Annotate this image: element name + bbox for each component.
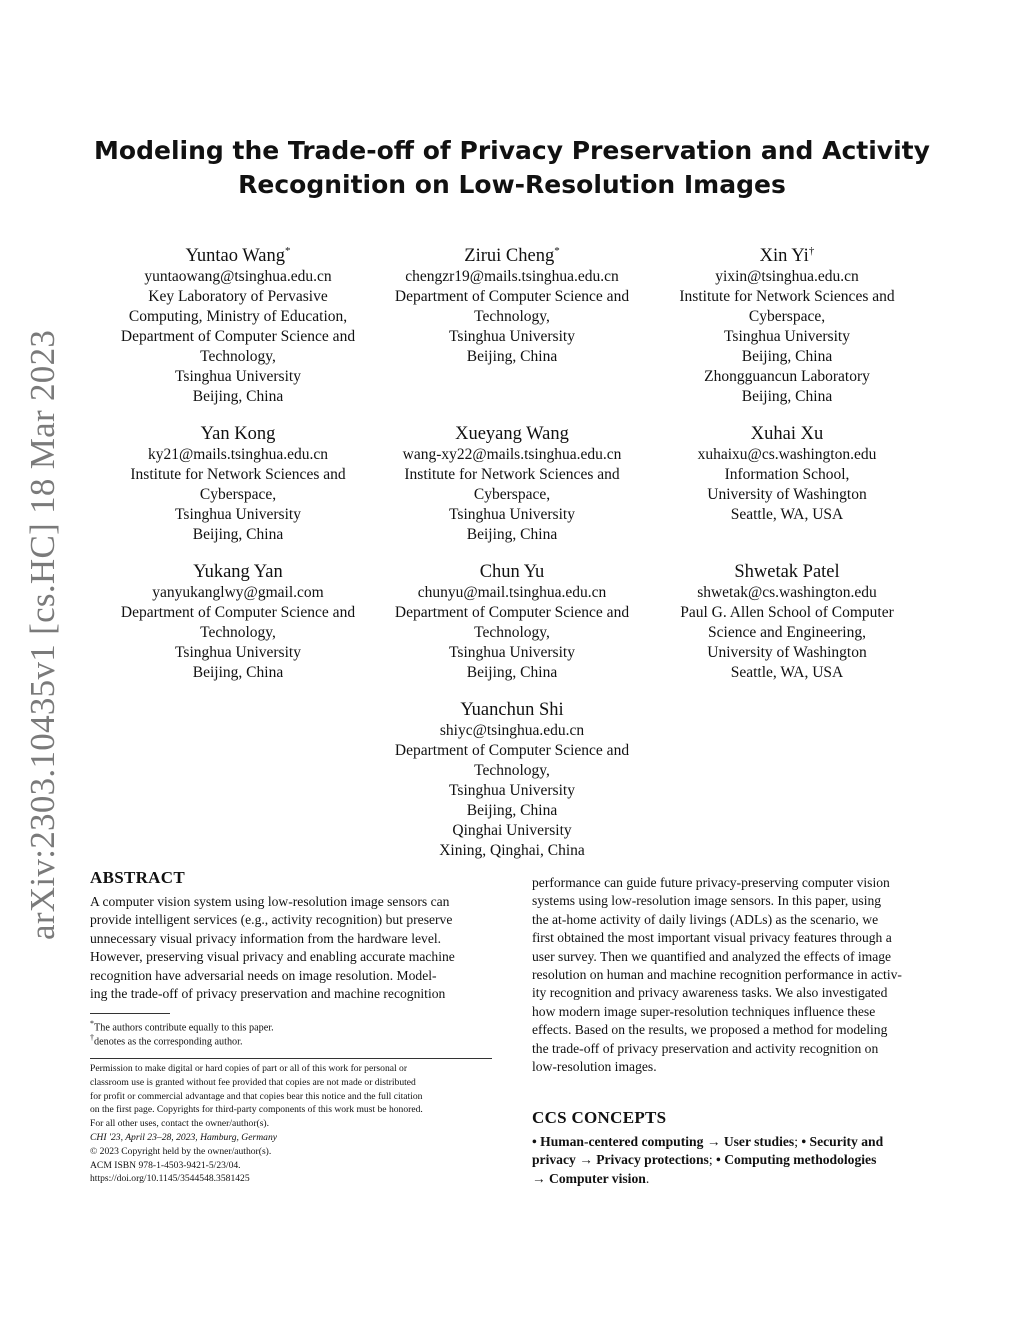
- author-affiliation-line: Zhongguancun Laboratory: [704, 368, 870, 386]
- arxiv-identifier-stamp: arXiv:2303.10435v1 [cs.HC] 18 Mar 2023: [23, 329, 62, 940]
- author-affiliation-line: Science and Engineering,: [708, 624, 866, 642]
- author-name: Zirui Cheng*: [464, 245, 560, 267]
- ccs-concept-user-studies: User studies: [723, 1134, 795, 1149]
- author-affiliation-line: Key Laboratory of Pervasive: [148, 288, 328, 306]
- author-block: [367, 556, 657, 683]
- author-affiliation-line: Department of Computer Science and: [120, 328, 356, 346]
- author-affiliation-line: Department of Computer Science and: [394, 288, 630, 306]
- footnote-divider: [90, 1013, 170, 1014]
- author-affiliation-line: Technology,: [474, 308, 550, 326]
- author-affiliation-line: Beijing, China: [192, 388, 284, 406]
- abstract-line: effects. Based on the results, we proposed a method for modeling: [532, 1022, 888, 1038]
- author-block: [367, 694, 657, 861]
- title-line-1: Modeling the Trade-off of Privacy Preservation and Activity: [94, 136, 930, 165]
- abstract-line: ity recognition and privacy awareness tasks. We also investigated: [532, 985, 888, 1001]
- author-affiliation-line: Institute for Network Sciences and: [404, 466, 620, 484]
- abstract-line: the at-home activity of daily livings (ADLs) as the scenario, we: [532, 911, 879, 927]
- author-name: Chun Yu: [479, 562, 545, 583]
- author-affiliation-line: Tsinghua University: [449, 506, 575, 524]
- author-affiliation-line: Beijing, China: [466, 348, 558, 366]
- abstract-line: A computer vision system using low-resolution image sensors can: [90, 894, 450, 909]
- abstract-line: user survey. Then we quantified and analyzed the effects of image: [532, 948, 892, 964]
- footnote-corresponding-author: †denotes as the corresponding author.: [90, 1033, 243, 1048]
- author-affiliation-line: Department of Computer Science and: [394, 604, 630, 622]
- permission-line: For all other uses, contact the owner/author(s).: [90, 1118, 270, 1130]
- author-affiliation-line: Beijing, China: [741, 388, 833, 406]
- ccs-concept-computer-vision: Computer vision: [549, 1170, 646, 1186]
- abstract-line: first obtained the most important visual privacy features through a: [532, 930, 892, 946]
- author-email: yixin@tsinghua.edu.cn: [715, 268, 859, 286]
- permission-line: for profit or commercial advantage and that copies bear this notice and the full citation: [90, 1090, 423, 1102]
- author-block: [93, 240, 383, 407]
- author-email: shiyc@tsinghua.edu.cn: [439, 722, 585, 740]
- author-name: Xuhai Xu: [750, 424, 824, 445]
- author-affiliation-line: Beijing, China: [466, 526, 558, 544]
- author-affiliation-line: Tsinghua University: [449, 782, 575, 800]
- ccs-concept-human-centered: • Human-centered computing: [532, 1134, 704, 1149]
- author-email: yuntaowang@tsinghua.edu.cn: [144, 268, 332, 286]
- doi-link[interactable]: https://doi.org/10.1145/3544548.3581425: [90, 1173, 250, 1185]
- abstract-line: how modern image super-resolution techniques influence these: [532, 1003, 876, 1019]
- author-block: [642, 418, 932, 525]
- ccs-concepts-list: [532, 1133, 883, 1188]
- ccs-line-1: • Human-centered computing → User studies; • Security and: [532, 1134, 884, 1149]
- arrow-icon: →: [706, 1134, 721, 1149]
- author-email: shwetak@cs.washington.edu: [697, 584, 877, 602]
- author-email: xuhaixu@cs.washington.edu: [697, 446, 877, 464]
- abstract-line: the trade-off of privacy preservation and activity recognition on: [532, 1040, 879, 1056]
- author-email: yanyukanglwy@gmail.com: [152, 584, 324, 602]
- abstract-line: recognition have adversarial needs on image resolution. Model-: [90, 967, 437, 983]
- author-affiliation-line: Technology,: [474, 762, 550, 780]
- abstract-line: However, preserving visual privacy and enabling accurate machine: [90, 949, 455, 965]
- abstract-line: unnecessary visual privacy information from the hardware level.: [90, 930, 442, 946]
- author-block: [642, 556, 932, 683]
- ccs-line-3: → Computer vision.: [532, 1170, 650, 1186]
- abstract-line: systems using low-resolution image sensors. In this paper, using: [532, 893, 882, 909]
- abstract-line: provide intelligent services (e.g., activity recognition) but preserve: [90, 912, 453, 928]
- conference-venue: CHI '23, April 23–28, 2023, Hamburg, Germany: [90, 1131, 277, 1143]
- arrow-icon: →: [532, 1170, 546, 1186]
- abstract-left-column: [90, 893, 455, 1003]
- author-block: [93, 418, 383, 545]
- abstract-line: ing the trade-off of privacy preservation and machine recognition: [90, 986, 446, 1002]
- author-affiliation-line: Information School,: [724, 466, 850, 484]
- author-affiliation-line: Tsinghua University: [175, 368, 301, 386]
- author-block: [93, 556, 383, 683]
- author-name: Yukang Yan: [193, 562, 283, 583]
- footnote-equal-contribution: *The authors contribute equally to this paper.: [90, 1019, 274, 1034]
- author-block: [367, 418, 657, 545]
- author-affiliation-line: Tsinghua University: [724, 328, 850, 346]
- author-email: wang-xy22@mails.tsinghua.edu.cn: [402, 446, 622, 464]
- author-affiliation-line: Department of Computer Science and: [394, 742, 630, 760]
- permission-notice: [90, 1062, 500, 1186]
- author-affiliation-line: Xining, Qinghai, China: [439, 842, 585, 860]
- author-affiliation-line: Cyberspace,: [748, 308, 826, 326]
- author-affiliation-line: Beijing, China: [741, 348, 833, 366]
- author-name: Yuanchun Shi: [460, 700, 564, 721]
- abstract-line: low-resolution images.: [532, 1059, 657, 1075]
- author-email: chengzr19@mails.tsinghua.edu.cn: [405, 268, 619, 286]
- permission-line: Permission to make digital or hard copies of part or all of this work for personal or: [90, 1063, 408, 1074]
- ccs-line-2: privacy → Privacy protections; • Computing methodologies: [532, 1152, 877, 1168]
- author-affiliation-line: Technology,: [474, 624, 550, 642]
- author-affiliation-line: Institute for Network Sciences and: [679, 288, 895, 306]
- author-affiliation-line: Tsinghua University: [449, 328, 575, 346]
- author-affiliation-line: Tsinghua University: [175, 644, 301, 662]
- author-affiliation-line: Qinghai University: [452, 822, 572, 840]
- ccs-concept-security: • Security and: [801, 1134, 884, 1149]
- author-affiliation-line: University of Washington: [707, 486, 867, 504]
- arrow-icon: →: [579, 1152, 593, 1168]
- author-name: Yuntao Wang*: [185, 245, 291, 267]
- author-email: chunyu@mail.tsinghua.edu.cn: [417, 584, 607, 602]
- permission-divider: [90, 1058, 492, 1059]
- author-name: Yan Kong: [200, 424, 276, 445]
- ccs-concept-privacy: privacy: [532, 1152, 576, 1168]
- author-affiliation-line: Cyberspace,: [473, 486, 551, 504]
- author-affiliation-line: Cyberspace,: [199, 486, 277, 504]
- author-affiliation-line: Seattle, WA, USA: [730, 506, 844, 524]
- ccs-concepts-heading: CCS CONCEPTS: [532, 1108, 667, 1127]
- permission-line: classroom use is granted without fee provided that copies are not made or distributed: [90, 1076, 416, 1088]
- abstract-right-column: [532, 874, 902, 1076]
- ccs-concept-privacy-protections: Privacy protections: [596, 1152, 709, 1168]
- author-affiliation-line: Technology,: [200, 348, 276, 366]
- ccs-concept-computing-methodologies: • Computing methodologies: [716, 1152, 877, 1168]
- paper-title: [90, 134, 934, 202]
- author-block: [367, 240, 657, 367]
- author-block: [642, 240, 932, 407]
- author-affiliation-line: Computing, Ministry of Education,: [128, 308, 348, 326]
- author-affiliation-line: Beijing, China: [192, 526, 284, 544]
- author-affiliation-line: Paul G. Allen School of Computer: [680, 604, 894, 622]
- permission-line: on the first page. Copyrights for third-party components of this work must be honored.: [90, 1104, 423, 1116]
- author-affiliation-line: Seattle, WA, USA: [730, 664, 844, 682]
- author-affiliation-line: University of Washington: [707, 644, 867, 662]
- author-affiliation-line: Tsinghua University: [449, 644, 575, 662]
- author-affiliation-line: Technology,: [200, 624, 276, 642]
- author-name: Shwetak Patel: [734, 562, 840, 583]
- author-affiliation-line: Beijing, China: [466, 802, 558, 820]
- author-affiliation-line: Beijing, China: [192, 664, 284, 682]
- author-affiliation-line: Beijing, China: [466, 664, 558, 682]
- abstract-line: performance can guide future privacy-preserving computer vision: [532, 875, 890, 890]
- author-affiliation-line: Tsinghua University: [175, 506, 301, 524]
- author-name: Xin Yi†: [759, 245, 815, 267]
- author-email: ky21@mails.tsinghua.edu.cn: [147, 446, 328, 464]
- author-affiliation-line: Institute for Network Sciences and: [130, 466, 346, 484]
- author-affiliation-line: Department of Computer Science and: [120, 604, 356, 622]
- abstract-heading: ABSTRACT: [90, 868, 185, 887]
- abstract-line: resolution on human and machine recognition performance in activ-: [532, 967, 902, 983]
- copyright-line: © 2023 Copyright held by the owner/author(s).: [90, 1145, 272, 1157]
- title-line-2: Recognition on Low-Resolution Images: [238, 170, 786, 199]
- isbn-line: ACM ISBN 978-1-4503-9421-5/23/04.: [90, 1159, 241, 1171]
- author-name: Xueyang Wang: [455, 424, 569, 445]
